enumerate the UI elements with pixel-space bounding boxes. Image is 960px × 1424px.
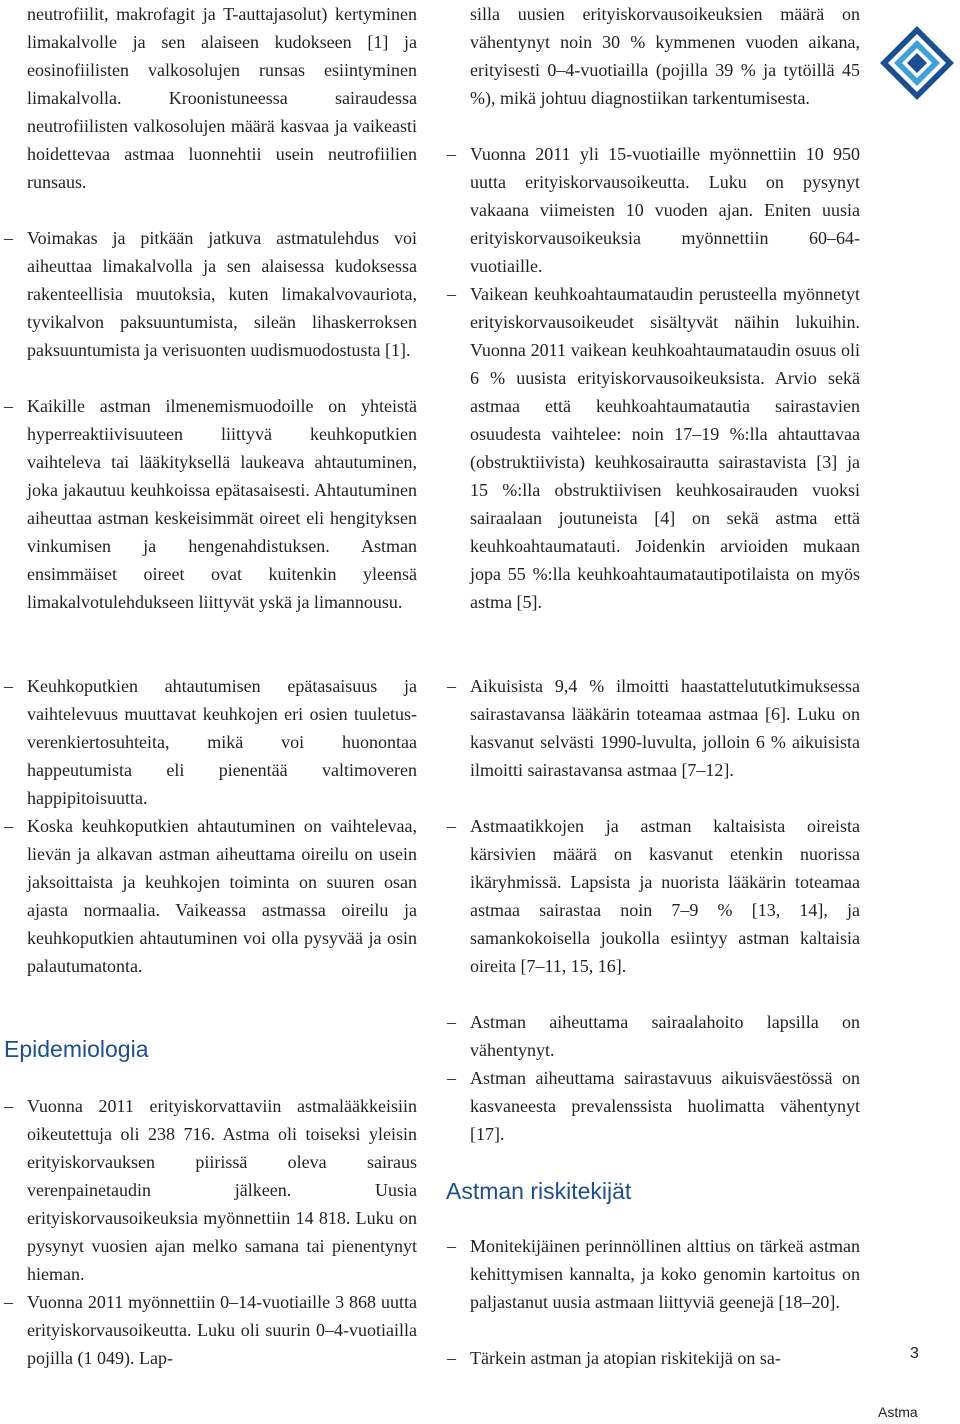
- list-item: – Kaikille astman ilmenemismuodoille on yhteistä hyperreaktiivisuuteen liittyvä keuhkoputkien vaihteleva tai lääkityksellä laukeava ahtautuminen, joka jakautuu keuhkoissa epätasaisesti. Ahtautuminen aiheuttaa astman keskeisimmät oireet eli hengityksen vinkumisen ja hengenahdistuksen. Astman ensimmäiset oireet ovat kuitenkin yleensä limakalvotulehdukseen liittyvät yskä ja limannousu.: [27, 392, 417, 616]
- list-item: – Astman aiheuttama sairastavuus aikuisväestössä on kasvaneesta prevalenssista huolimatta vähentynyt [17].: [470, 1064, 860, 1148]
- continuation-paragraph: silla uusien erityiskorvausoikeuksien määrä on vähentynyt noin 30 % kymmenen vuoden aikana, erityisesti 0–4-vuotiailla (pojilla 39 % ja tytöillä 45 %), mikä johtuu diagnostiikan tarkentumisesta.: [470, 4, 860, 108]
- list-item: – Aikuisista 9,4 % ilmoitti haastattelututkimuksessa sairastavansa lääkärin toteamaa astmaa [6]. Luku on kasvanut selvästi 1990-luvulta, jolloin 6 % aikuisista ilmoitti sairastavansa astmaa [7–12].: [470, 672, 860, 784]
- list-item: – Keuhkoputkien ahtautumisen epätasaisuus ja vaihtelevuus muuttavat keuhkojen eri osien tuuletus-verenkiertosuhteita, mikä voi huonontaa happeutumista eli pienentää valtimoveren happipitoisuutta.: [27, 672, 417, 812]
- list-item: – Vuonna 2011 erityiskorvattaviin astmalääkkeisiin oikeutettuja oli 238 716. Astma oli toiseksi yleisin erityiskorvauksen piirissä oleva sairaus verenpainetaudin jälkeen. Uusia erityiskorvausoikeuksia myönnettiin 14 818. Luku on pysynyt vuosien ajan melko samana tai pienentynyt hieman.: [27, 1092, 417, 1288]
- intro-paragraph: neutrofiilit, makrofagit ja T-auttajasolut) kertyminen limakalvolle ja sen alaiseen kudokseen [1] ja eosinofiilisten valkosolujen runsas esiintyminen limakalvolla. Kroonistuneessa sairaudessa neutrofiilisten valkosolujen määrä kasvaa ja vaikeasti hoidettevaa astmaa luonnehtii usein neutrofiilien runsaus.: [27, 4, 417, 192]
- list-item: – Astmaatikkojen ja astman kaltaisista oireista kärsivien määrä on kasvanut etenkin nuorissa ikäryhmissä. Lapsista ja nuorista lääkärin toteamaa astmaa sairastaa noin 7–9 % [13, 14], ja samankokoisella joukolla esiintyy astman kaltaisia oireita [7–11, 15, 16].: [470, 812, 860, 980]
- list-item: – Monitekijäinen perinnöllinen alttius on tärkeä astman kehittymisen kannalta, ja koko genomin kartoitus on paljastanut uusia astmaan liittyviä geenejä [18–20].: [470, 1232, 860, 1316]
- list-item: – Tärkein astman ja atopian riskitekijä on sa-: [470, 1344, 860, 1372]
- section-heading-riskitekijat: Astman riskitekijät: [446, 1178, 632, 1204]
- list-item: – Vaikean keuhkoahtaumataudin perusteella myönnetyt erityiskorvausoikeudet sisältyvät näihin lukuihin. Vuonna 2011 vaikean keuhkoahtaumataudin osuus oli 6 % uusista erityiskorvausoikeuksista. Arvio sekä astmaa että keuhkoahtaumatautia sairastavien osuudesta vaihtelee: noin 17–19 %:lla ahtauttavaa (obstruktiivista) keuhkosairautta sairastavista [3] ja 15 %:lla obstruktiivisen keuhkosairauden vuoksi sairaalaan joutuneista [4] on sekä astma että keuhkoahtaumatauti. Joidenkin arvioiden mukaan jopa 55 %:lla keuhkoahtaumatautipotilaista on myös astma [5].: [470, 280, 860, 616]
- list-item: – Koska keuhkoputkien ahtautuminen on vaihtelevaa, lievän ja alkavan astman aiheuttama oireilu on usein jaksoittaista ja keuhkojen toiminta on suuren osan ajasta normaalia. Vaikeassa astmassa oireilu ja keuhkoputkien ahtautuminen voi olla pysyvää ja osin palautumatonta.: [27, 812, 417, 980]
- list-item: – Vuonna 2011 myönnettiin 0–14-vuotiaille 3 868 uutta erityiskorvausoikeutta. Luku oli suurin 0–4-vuotiailla pojilla (1 049). Lap-: [27, 1288, 417, 1372]
- list-item: – Vuonna 2011 yli 15-vuotiaille myönnettiin 10 950 uutta erityiskorvausoikeutta. Luku on pysynyt vakaana viimeisten 10 vuoden ajan. Eniten uusia erityiskorvausoikeuksia myönnettiin 60–64-vuotiaille.: [470, 140, 860, 280]
- list-item: – Astman aiheuttama sairaalahoito lapsilla on vähentynyt.: [470, 1008, 860, 1064]
- page-number: 3: [910, 1345, 919, 1362]
- section-heading-epidemiologia: Epidemiologia: [4, 1036, 149, 1062]
- footer-label: Astma: [878, 1404, 918, 1420]
- list-item: – Voimakas ja pitkään jatkuva astmatulehdus voi aiheuttaa limakalvolla ja sen alaisessa kudoksessa rakenteellisia muutoksia, kuten limakalvovauriota, tyvikalvon paksuuntumista, sileän lihaskerroksen paksuuntumista ja verisuonten uudismuodostusta [1].: [27, 224, 417, 364]
- nested-diamond-logo-icon: [878, 24, 956, 102]
